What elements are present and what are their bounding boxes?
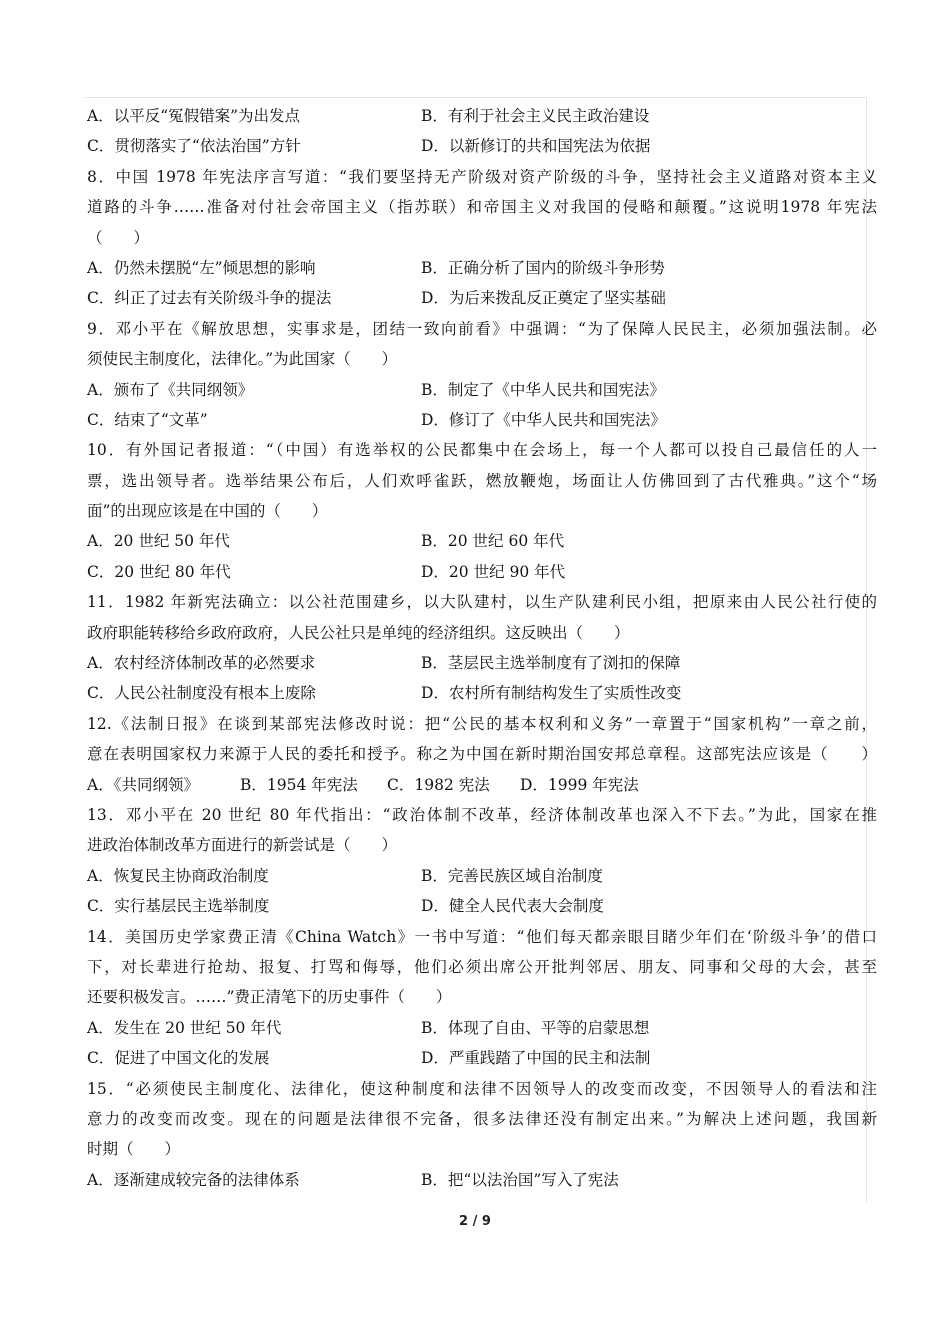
- q13-option-d[interactable]: D．健全人民代表大会制度: [421, 897, 604, 916]
- q8-option-c[interactable]: C．纠正了过去有关阶级斗争的提法: [87, 289, 332, 308]
- q12-option-b[interactable]: B．1954 年宪法: [240, 775, 358, 794]
- exam-content: [87, 101, 877, 1195]
- option-row: [87, 101, 877, 131]
- q10-option-a[interactable]: A．20 世纪 50 年代: [87, 532, 230, 551]
- q9-option-a[interactable]: A．颁布了《共同纲领》: [87, 380, 254, 399]
- question-text-line: 政府职能转移给乡政府政府，人民公社只是单纯的经济组织。这反映出（ ）: [87, 623, 630, 642]
- question-text-line: 8．中国 1978 年宪法序言写道：“我们要坚持无产阶级对资产阶级的斗争，坚持社会主义道路对资本主义: [87, 167, 877, 186]
- page-frame-top: [85, 97, 867, 98]
- question-14: [87, 922, 877, 1074]
- question-text-line: 9．邓小平在《解放思想，实事求是，团结一致向前看》中强调：“为了保障人民民主，必须加强法制。必: [87, 319, 877, 338]
- option-row: [87, 1013, 877, 1043]
- q12-option-d[interactable]: D．1999 年宪法: [520, 775, 639, 794]
- q15-option-b[interactable]: B．把“以法治国”写入了宪法: [421, 1170, 619, 1189]
- q7-option-d[interactable]: D．以新修订的共和国宪法为依据: [421, 137, 651, 156]
- option-row: [87, 891, 877, 921]
- q7-option-b[interactable]: B．有利于社会主义民主政治建设: [421, 107, 650, 125]
- q15-option-a[interactable]: A．逐渐建成较完备的法律体系: [87, 1170, 300, 1189]
- q12-option-a[interactable]: A．《共同纲领》: [87, 775, 199, 794]
- question-text-line: 意在表明国家权力来源于人民的委托和授予。称之为中国在新时期治国安邦总章程。这部宪法应该是（ ）: [87, 745, 877, 764]
- question-text-line: 还要积极发言。……”费正清笔下的历史事件（ ）: [87, 988, 452, 1007]
- option-row: [87, 375, 877, 405]
- question-12: [87, 709, 877, 800]
- q13-option-a[interactable]: A．恢复民主协商政治制度: [87, 866, 269, 885]
- question-text-line: 时期（ ）: [87, 1140, 181, 1159]
- option-row: [87, 405, 877, 435]
- question-text-line: 票，选出领导者。选举结果公布后，人们欢呼雀跃，燃放鞭炮，场面让人仿佛回到了古代雅典。”这个“场: [87, 471, 877, 490]
- q14-option-b[interactable]: B．体现了自由、平等的启蒙思想: [421, 1018, 650, 1037]
- q9-option-c[interactable]: C．结束了“文革”: [87, 410, 208, 429]
- q11-option-a[interactable]: A．农村经济体制改革的必然要求: [87, 654, 316, 673]
- q8-option-b[interactable]: B．正确分析了国内的阶级斗争形势: [421, 258, 665, 277]
- option-row: [87, 283, 877, 313]
- question-13: [87, 800, 877, 922]
- q9-option-d[interactable]: D．修订了《中华人民共和国宪法》: [421, 410, 666, 429]
- option-row: [87, 526, 877, 556]
- option-row: [87, 253, 877, 283]
- option-row: [87, 131, 877, 161]
- question-text-line: 须使民主制度化，法律化。”为此国家（ ）: [87, 350, 398, 369]
- option-row: [87, 648, 877, 678]
- q9-option-b[interactable]: B．制定了《中华人民共和国宪法》: [421, 380, 665, 399]
- question-text-line: 下，对长辈进行抢劫、报复、打骂和侮辱，他们必须出席公开批判邻居、朋友、同事和父母的大会，甚至: [87, 957, 877, 976]
- question-text-line: 10．有外国记者报道：“（中国）有选举权的公民都集中在会场上，每一个人都可以投自己最信任的人一: [87, 441, 877, 460]
- option-row: [87, 1165, 877, 1195]
- option-row: [87, 678, 877, 708]
- q8-option-a[interactable]: A．仍然未摆脱“左”倾思想的影响: [87, 258, 316, 277]
- question-text-line: 14．美国历史学家费正清《China Watch》一书中写道：“他们每天都亲眼目睹少年们在‘阶级斗争’的借口: [87, 927, 877, 946]
- q7-option-a[interactable]: A．以平反“冤假错案”为出发点: [87, 107, 301, 125]
- q10-option-b[interactable]: B．20 世纪 60 年代: [421, 532, 565, 551]
- q13-option-c[interactable]: C．实行基层民主选举制度: [87, 897, 270, 916]
- question-text-line: 15．“必须使民主制度化、法律化，使这种制度和法律不因领导人的改变而改变，不因领导人的看法和注: [87, 1079, 877, 1098]
- question-11: [87, 587, 877, 709]
- q11-option-c[interactable]: C．人民公社制度没有根本上废除: [87, 684, 316, 703]
- option-row: [87, 861, 877, 891]
- q11-option-d[interactable]: D．农村所有制结构发生了实质性改变: [421, 684, 682, 703]
- q13-option-b[interactable]: B．完善民族区域自治制度: [421, 866, 603, 885]
- question-text-line: 意力的改变而改变。现在的问题是法律很不完备，很多法律还没有制定出来。”为解决上述问题，我国新: [87, 1109, 877, 1128]
- q11-option-b[interactable]: B．茎层民主选举制度有了浏扣的保障: [421, 654, 681, 673]
- question-text-line: 面”的出现应该是在中国的（ ）: [87, 502, 328, 521]
- question-text-line: （ ）: [87, 228, 150, 247]
- q14-option-c[interactable]: C．促进了中国文化的发展: [87, 1049, 270, 1068]
- q10-option-d[interactable]: D．20 世纪 90 年代: [421, 562, 566, 581]
- question-text-line: 13．邓小平在 20 世纪 80 年代指出：“政治体制不改革，经济体制改革也深入不下去。”为此，国家在推: [87, 805, 877, 824]
- question-9: [87, 314, 877, 436]
- option-row: [87, 557, 877, 587]
- question-text-line: 12.《法制日报》在谈到某部宪法修改时说：把“公民的基本权利和义务”一章置于“国家机构”一章之前，: [87, 714, 877, 733]
- option-row: [87, 770, 877, 800]
- question-8: [87, 162, 877, 314]
- q12-option-c[interactable]: C．1982 宪法: [387, 775, 490, 794]
- question-text-line: 11．1982 年新宪法确立：以公社范围建乡，以大队建村，以生产队建利民小组，把原来由人民公社行使的: [87, 593, 877, 612]
- q7-option-c[interactable]: C．贯彻落实了“依法治国”方针: [87, 137, 301, 156]
- q14-option-d[interactable]: D．严重践踏了中国的民主和法制: [421, 1049, 651, 1068]
- option-row: [87, 1043, 877, 1073]
- question-10: [87, 435, 877, 587]
- q10-option-c[interactable]: C．20 世纪 80 年代: [87, 562, 231, 581]
- question-text-line: 进政治体制改革方面进行的新尝试是（ ）: [87, 836, 398, 855]
- q14-option-a[interactable]: A．发生在 20 世纪 50 年代: [87, 1018, 282, 1037]
- page-number: 2 / 9: [459, 1214, 491, 1229]
- question-text-line: 道路的斗争……准备对付社会帝国主义（指苏联）和帝国主义对我国的侵略和颠覆。”这说明1978 年宪法: [87, 198, 877, 217]
- q8-option-d[interactable]: D．为后来拨乱反正奠定了坚实基础: [421, 289, 666, 308]
- question-15: [87, 1074, 877, 1196]
